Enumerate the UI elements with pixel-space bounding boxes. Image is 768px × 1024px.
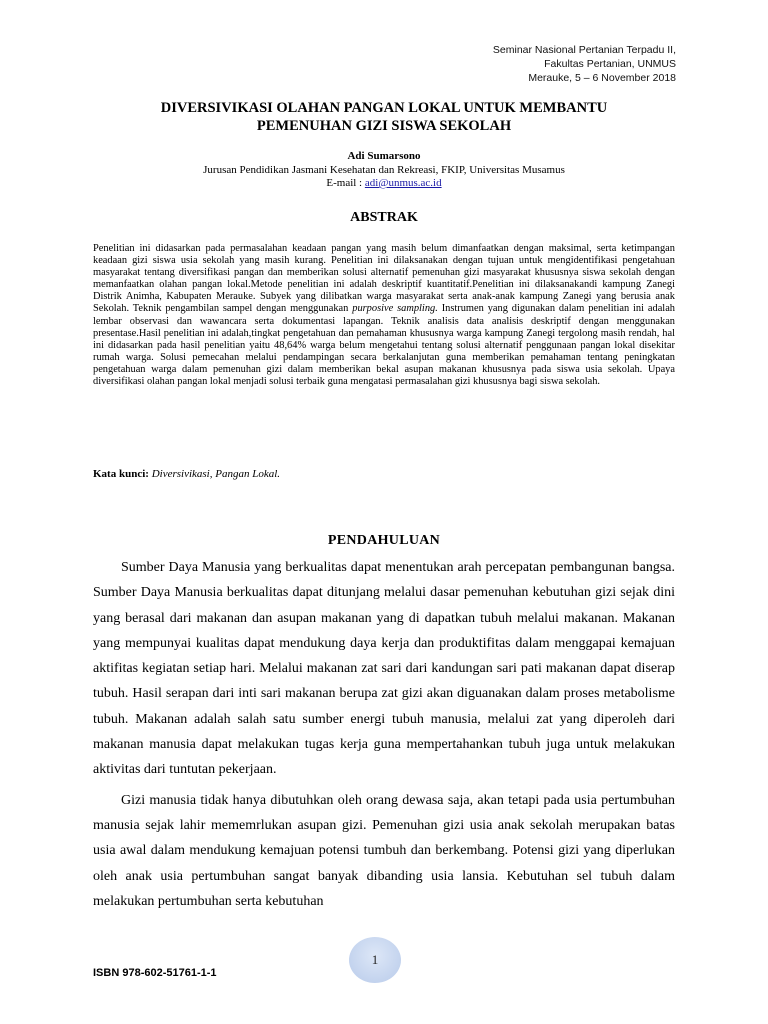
header-line-2: Fakultas Pertanian, UNMUS	[544, 58, 676, 70]
header-line-1: Seminar Nasional Pertanian Terpadu II,	[492, 44, 676, 56]
paragraph-1: Sumber Daya Manusia yang berkualitas dapat menentukan arah percepatan pembangunan bangsa. Sumber Daya Manusia berkualitas dapat ditunjang melalui dasar pemenuhan kebutuhan gizi sejak dini yang berasal dari makanan dan asupan makanan yang di dapatkan tubuh melalui makanan. Makanan yang mempunyai kualitas dapat mendukung daya kerja dan produktifitas dalam menggapai kemajuan aktifitas kegiatan setiap hari. Melalui makanan zat sari dari kandungan sari pati makanan dapat diserap tubuh. Hasil serapan dari inti sari makanan berupa zat gizi akan diguanakan dalam proses metabolisme tubuh. Makanan adalah salah satu sumber energi tubuh manusia, melalui zat yang diperoleh dari makanan manusia dapat melakukan tugas kerja guna mempertahankan tubuh juga untuk melakukan aktivitas dari tuntutan pekerjaan.	[93, 560, 675, 778]
author-block	[0, 150, 768, 191]
abstract-body	[93, 243, 675, 388]
abstract-text-1: Penelitian ini didasarkan pada permasalahan keadaan pangan yang masih belum dimanfaatkan dengan maksimal, serta ketimpangan keadaan gizi siswa usia sekolah yang masih kurang. Penelitian ini dilaksanakan dengan tujuan untuk mengidentifikasi pengetahuan masyarakat tentang diversifikasi pangan dan memberikan solusi alternatif pemenuhan gizi masyarakat khususnya siswa sekolah dengan memanfaatkan olahan pangan lokal.Metode penelitian ini adalah deskriptif kuantitatif.Penelitian ini dilaksanakandi kampung Zanegi Distrik Animha, Kabupaten Merauke. Subyek yang dilibatkan warga masyarakat serta anak-anak kampung Zanegi yang berusia anak Sekolah. Teknik pengambilan sampel dengan menggunakan	[93, 243, 675, 315]
keywords-value: Diversivikasi, Pangan Lokal.	[151, 468, 281, 480]
abstract-heading: ABSTRAK	[350, 210, 418, 225]
paper-title	[0, 99, 768, 135]
isbn-label: ISBN 978-602-51761-1-1	[93, 967, 217, 979]
paragraph-2: Gizi manusia tidak hanya dibutuhkan oleh orang dewasa saja, akan tetapi pada usia pertumbuhan manusia sejak lahir mememrlukan asupan gizi. Pemenuhan gizi usia anak sekolah merupakan batas usia awal dalam mendukung kemajuan potensi tumbuh dan berkembang. Potensi gizi yang diperlukan oleh anak usia pertumbuhan sangat banyak dibanding usia lansia. Kebutuhan sel tubuh dalam melakukan pertumbuhan serta kebutuhan	[93, 792, 675, 909]
title-line-2: PEMENUHAN GIZI SISWA SEKOLAH	[256, 118, 512, 134]
author-name: Adi Sumarsono	[347, 150, 421, 162]
keywords-line	[93, 468, 280, 480]
section-heading: PENDAHULUAN	[327, 533, 441, 548]
author-affiliation: Jurusan Pendidikan Jasmani Kesehatan dan Rekreasi, FKIP, Universitas Musamus	[203, 163, 565, 176]
title-line-1: DIVERSIVIKASI OLAHAN PANGAN LOKAL UNTUK MEMBANTU	[160, 100, 608, 116]
page-number: 1	[371, 952, 379, 967]
body-text	[93, 555, 675, 914]
abstract-text-2: Instrumen yang digunakan dalam penelitian ini adalah lembar observasi dan wawancara serta dokumentasi lapangan. Teknik analisis data analisis deskriptif dengan menggunakan presentase.Hasil penelitian ini adalah,tingkat pengetahuan dan pemahaman khususnya warga kampung Zanegi tergolong masih rendah, hal ini didasarkan pada hasil penelitian yaitu 48,64% warga belum mengetahui tentang solusi alternatif penggunaan pangan lokal disekitar rumah warga. Solusi pemecahan melalui pendampingan secara berkalanjutan guna memberikan pemahaman tentang peningkatan pengetahuan warga dalam pemenuhan gizi dalam memberikan bekal asupan makanan khususnya pada siswa usia sekolah. Upaya diversifikasi olahan pangan lokal menjadi solusi terbaik guna mengatasi permasalahan gizi khususnya bagi siswa sekolah.	[93, 303, 675, 388]
header-line-3: Merauke, 5 – 6 November 2018	[528, 72, 676, 84]
abstract-italic: purposive sampling.	[352, 303, 438, 315]
keywords-label: Kata kunci:	[93, 468, 152, 480]
email-link[interactable]: adi@unmus.ac.id	[364, 177, 442, 189]
page-number-badge	[349, 937, 401, 983]
email-label: E-mail :	[326, 177, 365, 189]
conference-header	[493, 43, 676, 85]
author-email-line	[0, 177, 768, 191]
